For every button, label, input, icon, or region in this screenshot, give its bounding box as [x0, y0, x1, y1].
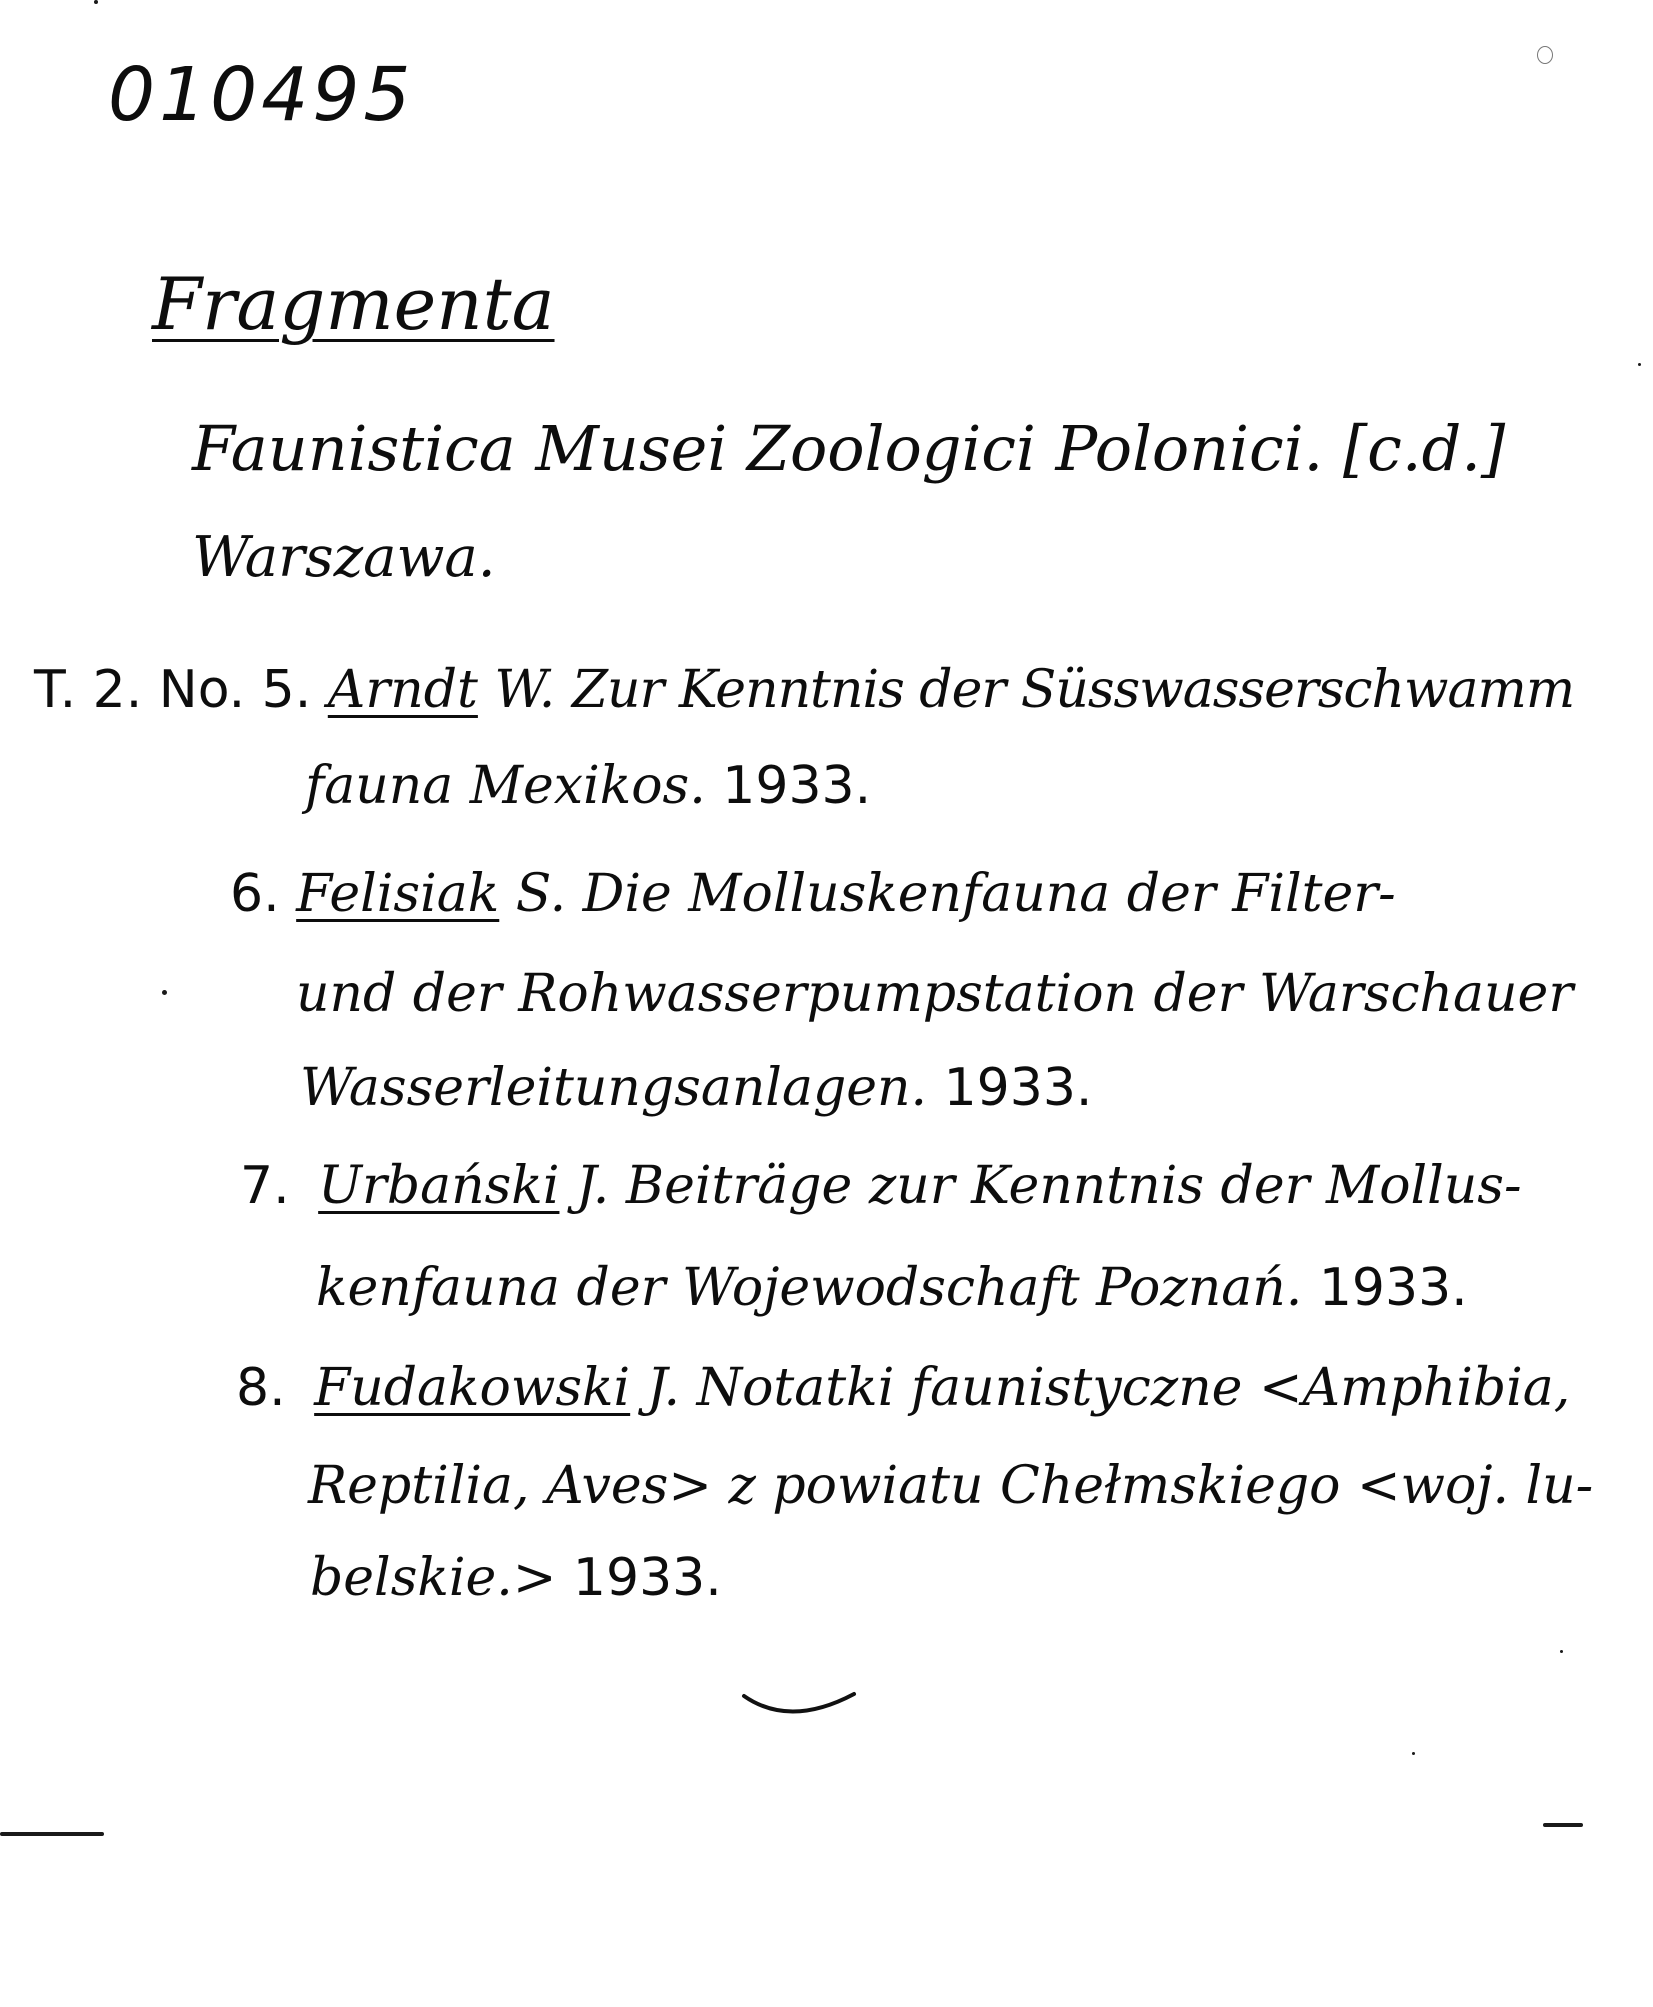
scan-speck	[94, 0, 98, 4]
entry-year: 1933.	[722, 756, 872, 816]
entry-urbanski-line2	[316, 1258, 1468, 1318]
entry-author: Arndt	[327, 660, 478, 720]
entry-title: Zur Kenntnis der Süsswasserschwamm	[571, 660, 1575, 720]
entry-title: Die Molluskenfauna der Filter-	[582, 864, 1396, 924]
entry-initial: W.	[494, 660, 556, 720]
entry-initial: J.	[575, 1156, 610, 1216]
scan-speck	[1560, 1650, 1563, 1653]
entry-arndt-line1	[34, 660, 1575, 720]
punch-hole-mark	[1537, 46, 1553, 64]
entry-author: Fudakowski	[314, 1358, 631, 1418]
entry-urbanski-line1	[240, 1156, 1522, 1216]
entry-author: Felisiak	[296, 864, 500, 924]
entry-prefix: 8.	[236, 1358, 286, 1418]
entry-title: Notatki faunistyczne <Amphibia,	[696, 1358, 1571, 1418]
entry-fudakowski-line3	[310, 1548, 722, 1608]
entry-title: Beiträge zur Kenntnis der Mollus-	[625, 1156, 1522, 1216]
entry-prefix: T. 2. No. 5.	[34, 660, 312, 720]
entry-year: 1933.	[1318, 1258, 1468, 1318]
entry-title-cont: belskie.>	[310, 1548, 557, 1608]
entry-felisiak-line3	[300, 1058, 1093, 1118]
entry-year: 1933.	[572, 1548, 722, 1608]
catalog-number: 010495	[108, 52, 415, 138]
scan-speck	[1412, 1752, 1415, 1755]
entry-felisiak-line1	[230, 864, 1396, 924]
entry-title-cont: Wasserleitungsanlagen.	[300, 1058, 928, 1118]
edge-dash-mark	[1543, 1823, 1583, 1827]
entry-felisiak-line2	[296, 964, 1574, 1024]
entry-title-cont: und der Rohwasserpumpstation der Warschauer	[296, 964, 1574, 1024]
series-title: Fragmenta	[152, 262, 555, 346]
scan-speck	[162, 990, 167, 995]
edge-dash-mark	[0, 1832, 104, 1836]
entry-prefix: 6.	[230, 864, 280, 924]
entry-prefix: 7.	[240, 1156, 290, 1216]
entry-arndt-line2	[305, 756, 872, 816]
entry-title-cont: kenfauna der Wojewodschaft Poznań.	[316, 1258, 1303, 1318]
entry-author: Urbański	[318, 1156, 560, 1216]
entry-title-cont: fauna Mexikos.	[305, 756, 706, 816]
entry-year: 1933.	[943, 1058, 1093, 1118]
publication-city: Warszawa.	[192, 525, 496, 590]
entry-title-cont: Reptilia, Aves> z powiatu Chełmskiego <woj. lu-	[308, 1456, 1594, 1516]
entry-fudakowski-line1	[236, 1358, 1571, 1418]
scan-speck	[1638, 363, 1641, 366]
entry-initial: S.	[515, 864, 567, 924]
curved-stroke-mark	[740, 1690, 860, 1730]
series-subtitle: Faunistica Musei Zoologici Polonici. [c.d.]	[192, 412, 1506, 485]
entry-initial: J.	[646, 1358, 681, 1418]
entry-fudakowski-line2	[308, 1456, 1594, 1516]
